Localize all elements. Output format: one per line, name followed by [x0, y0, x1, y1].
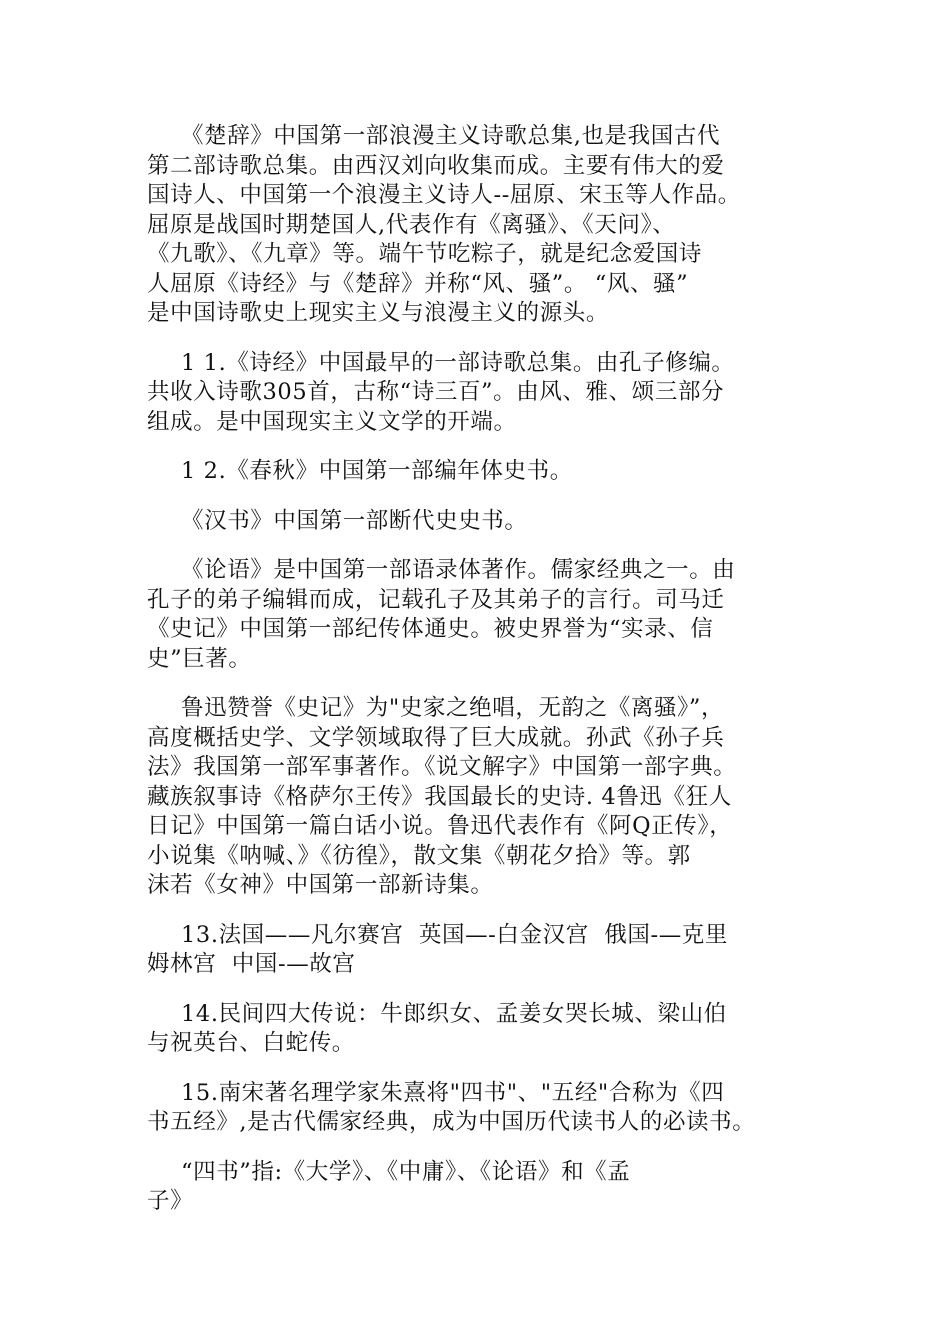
- text-line: 史”巨著。: [147, 645, 252, 672]
- text-line: 子》: [147, 1188, 194, 1214]
- paragraph-chuci: [147, 122, 807, 329]
- text-line: 沫若《女神》中国第一部新诗集。: [147, 872, 494, 898]
- text-line: 共收入诗歌305首，古称“诗三百”。由风、雅、颂三部分: [147, 379, 725, 405]
- text-line: 组成。是中国现实主义文学的开端。: [147, 408, 517, 435]
- text-line: 13.法国——凡尔赛宫 英国—-白金汉宫 俄国-—克里: [181, 921, 728, 948]
- document-body: [147, 122, 807, 1237]
- text-line: 1 2.《春秋》中国第一部编年体史书。: [181, 458, 573, 484]
- text-line: 15.南宋著名理学家朱熹将"四书"、"五经"合称为《四: [181, 1079, 725, 1106]
- paragraph-shiji: [147, 694, 807, 901]
- text-line: 姆林宫 中国-—故宫: [147, 951, 356, 977]
- paragraph-shijing: [147, 349, 807, 438]
- text-line: 国诗人、中国第一个浪漫主义诗人--屈原、宋玉等人作品。: [147, 182, 741, 208]
- text-line: 1 1.《诗经》中国最早的一部诗歌总集。由孔子修编。: [181, 349, 735, 376]
- text-line: 第二部诗歌总集。由西汉刘向收集而成。主要有伟大的爱: [147, 152, 725, 179]
- text-line: 法》我国第一部军事著作。《说文解字》中国第一部字典。: [147, 754, 737, 780]
- paragraph-lunyu: [147, 556, 807, 674]
- text-line: “四书”指:《大学》、《中庸》、《论语》和《孟: [181, 1158, 631, 1185]
- paragraph-legends: [147, 1000, 807, 1059]
- text-line: 《楚辞》中国第一部浪漫主义诗歌总集,也是我国古代: [181, 123, 721, 149]
- text-line: 小说集《呐喊、》《彷徨》，散文集《朝花夕拾》等。郭: [147, 842, 691, 869]
- text-line: 孔子的弟子编辑而成，记载孔子及其弟子的言行。司马迁: [147, 586, 725, 613]
- text-line: 与祝英台、白蛇传。: [147, 1030, 355, 1056]
- text-line: 《论语》是中国第一部语录体著作。儒家经典之一。由: [181, 557, 736, 583]
- paragraph-chunqiu: [147, 457, 807, 487]
- paragraph-hanshu: [147, 507, 807, 537]
- text-line: 藏族叙事诗《格萨尔王传》我国最长的史诗. 4鲁迅《狂人: [147, 783, 732, 810]
- text-line: 《九歌》、《九章》等。端午节吃粽子，就是纪念爱国诗: [147, 241, 703, 267]
- paragraph-sishu-wujing: [147, 1079, 807, 1138]
- text-line: 高度概括史学、文学领域取得了巨大成就。孙武《孙子兵: [147, 724, 725, 751]
- text-line: 书五经》,是古代儒家经典，成为中国历代读书人的必读书。: [147, 1109, 756, 1135]
- paragraph-palaces: [147, 921, 807, 980]
- text-line: 鲁迅赞誉《史记》为"史家之绝唱，无韵之《离骚》”，: [181, 695, 725, 721]
- text-line: 是中国诗歌史上现实主义与浪漫主义的源头。: [147, 300, 610, 326]
- text-line: 《汉书》中国第一部断代史史书。: [181, 507, 528, 534]
- text-line: 屈原是战国时期楚国人,代表作有《离骚》、《天问》、: [147, 211, 676, 238]
- paragraph-sishu: [147, 1158, 807, 1217]
- text-line: 14.民间四大传说：牛郎织女、孟姜女哭长城、梁山伯: [181, 1000, 727, 1027]
- text-line: 人屈原《诗经》与《楚辞》并称“风、骚”。 “风、骚”: [147, 270, 689, 297]
- text-line: 日记》中国第一篇白话小说。鲁迅代表作有《阿Q正传》，: [147, 813, 733, 839]
- text-line: 《史记》中国第一部纪传体通史。被史界誉为“实录、信: [147, 616, 714, 642]
